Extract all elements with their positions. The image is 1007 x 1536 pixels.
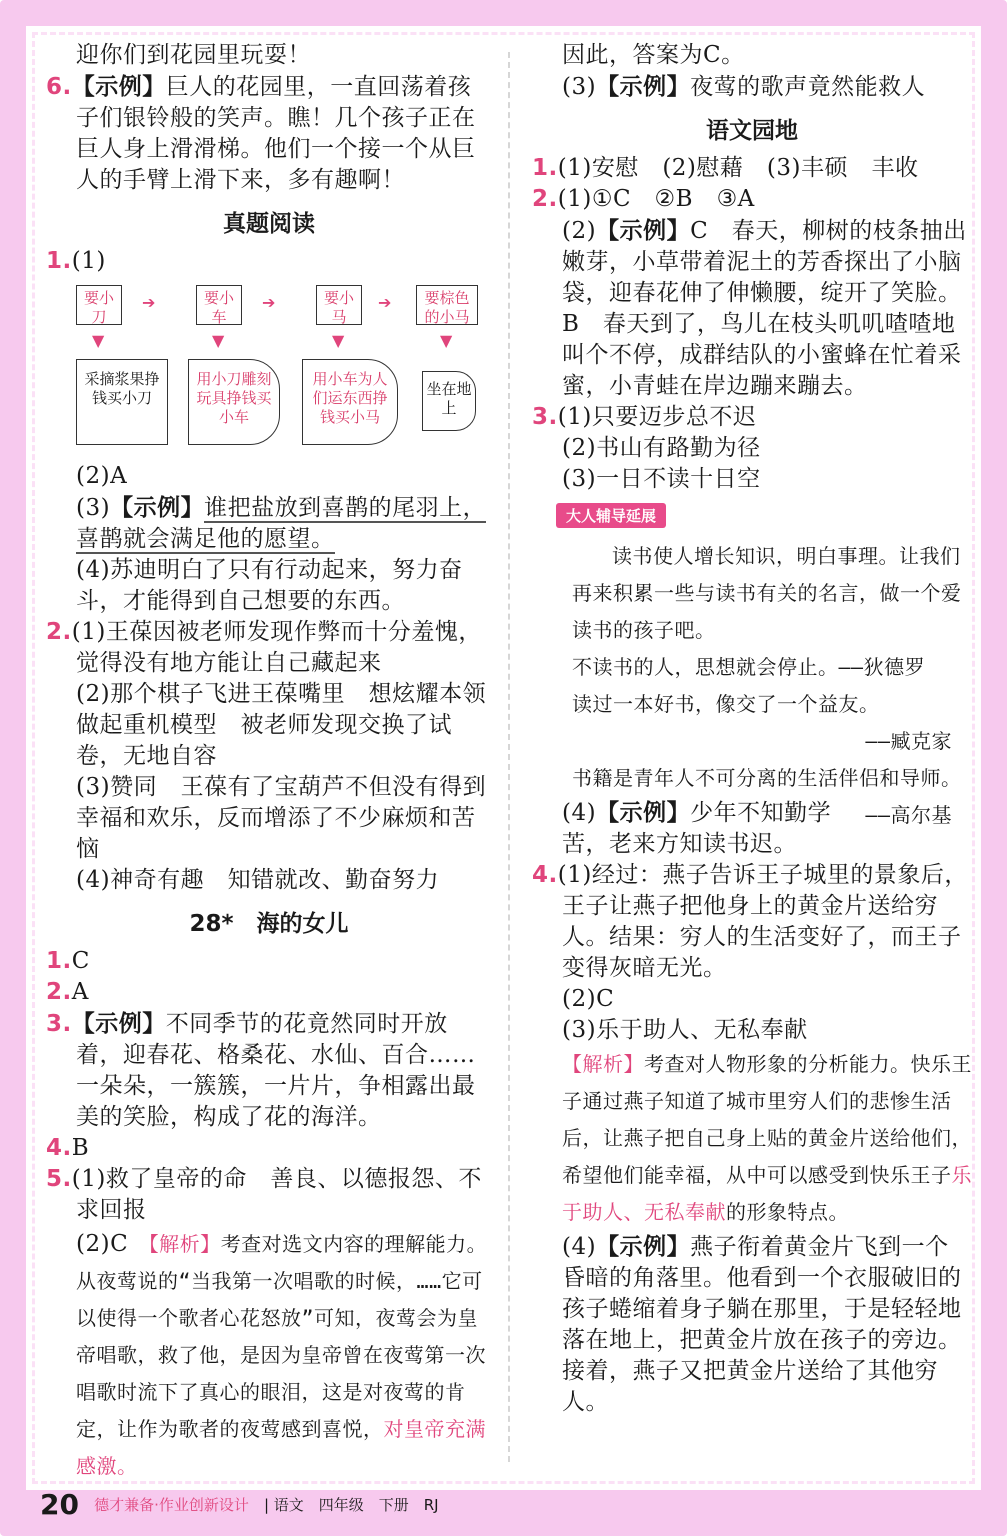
answer-3: 3.【示例】不同季节的花竟然同时开放着，迎春花、格桑花、水仙、百合……一朵朵，一簇簇，一片片，争相露出最美的笑脸，构成了花的海洋。	[46, 1010, 476, 1130]
handwritten-text: 读书使人增长知识，明白事理。让我们再来积累一些与读书有关的名言，做一个爱读书的孩子吧。	[572, 544, 962, 642]
page-number: 20	[40, 1488, 79, 1521]
text-line: (2)C	[562, 986, 615, 1012]
flow-top-3: 要小马	[316, 285, 362, 325]
text-line: (4)神奇有趣 知错就改、勤奋努力	[76, 867, 440, 893]
column-divider	[508, 52, 510, 1462]
handwritten-text: 书籍是青年人不可分离的生活伴侣和导师。 ——高尔基	[572, 766, 952, 827]
flow-top-2: 要小车	[196, 285, 242, 325]
page-footer	[40, 1488, 439, 1521]
section-heading: 28* 海的女儿	[189, 911, 349, 937]
flow-bottom-1: 采摘浆果挣钱买小刀	[76, 359, 168, 445]
text-line: (3)【示例】谁把盐放到喜鹊的尾羽上，喜鹊就会满足他的愿望。	[76, 494, 487, 552]
flow-bottom-3: 用小车为人们运东西挣钱买小马	[302, 359, 398, 445]
text-line: (3)乐于助人、无私奉献	[562, 1017, 808, 1043]
flow-bottom-4: 坐在地上	[422, 371, 476, 431]
arrow-right-icon: ➔	[142, 293, 156, 312]
left-column	[46, 40, 492, 1485]
arrow-right-icon: ➔	[262, 293, 276, 312]
text-line: (4)苏迪明白了只有行动起来，努力奋斗，才能得到自己想要的东西。	[76, 557, 463, 614]
book-info: | 语文 四年级 下册 RJ	[263, 1496, 439, 1514]
text-line: (2)【示例】C 春天，柳树的枝条抽出嫩芽，小草带着泥土的芳香探出了小脑袋，迎春花伸了伸懒腰，绽开了笑脸。	[562, 217, 967, 306]
garden-1: 1.(1)安慰 (2)慰藉 (3)丰硕 丰收	[532, 155, 919, 181]
analysis-note: (2)C 【解析】考查对选文内容的理解能力。从夜莺说的“当我第一次唱歌的时候，……它可以使得一个歌者心花怒放”可知，夜莺会为皇帝唱歌，救了他，是因为皇帝曾在夜莺第一次唱歌时流下了真心的眼泪，这是对夜莺的肯定，让作为歌者的夜莺感到喜悦，对皇帝充满感激。	[76, 1231, 488, 1478]
brand-name: 德才兼备·作业创新设计	[94, 1496, 249, 1514]
extension-box	[532, 538, 972, 827]
text-line: 迎你们到花园里玩耍！	[76, 42, 311, 68]
answer-4: 4.B	[46, 1135, 90, 1161]
text-line: (3)赞同 王葆有了宝葫芦不但没有得到幸福和欢乐，反而增添了不少麻烦和苦恼	[76, 774, 487, 862]
section-heading: 语文园地	[706, 118, 798, 144]
reading-2: 2.(1)王葆因被老师发现作弊而十分羞愧，觉得没有地方能让自己藏起来	[46, 619, 482, 676]
flow-top-4: 要棕色的小马	[416, 285, 478, 325]
garden-2: 2.(1)①C ②B ③A	[532, 186, 755, 212]
arrow-down-icon: ▼	[92, 331, 105, 350]
arrow-down-icon: ▼	[440, 331, 453, 350]
analysis-note: 【解析】考查对人物形象的分析能力。快乐王子通过燕子知道了城市里穷人们的悲惨生活后，让燕子把自己身上贴的黄金片送给他们，希望他们能幸福，从中可以感受到快乐王子乐于助人、无私奉献的形象特点。	[562, 1052, 972, 1224]
extension-badge: 大人辅导延展	[556, 503, 666, 528]
garden-4: 4.(1)经过：燕子告诉王子城里的景象后，王子让燕子把他身上的黄金片送给穷人。结果：穷人的生活变好了，而王子变得灰暗无光。	[532, 862, 968, 981]
flowchart	[76, 285, 492, 455]
garden-3: 3.(1)只要迈步总不迟	[532, 404, 757, 430]
answer-6: 6.【示例】巨人的花园里，一直回荡着孩子们银铃般的笑声。瞧！几个孩子正在巨人身上滑滑梯。他们一个接一个从巨人的手臂上滑下来，多有趣啊！	[46, 73, 476, 193]
handwritten-text: 读过一本好书，像交了一个益友。	[572, 692, 880, 716]
text-line: (2)那个棋子飞进王葆嘴里 想炫耀本领做起重机模型 被老师发现交换了试卷，无地自容	[76, 681, 487, 769]
arrow-down-icon: ▼	[212, 331, 225, 350]
text-line: (2)A	[76, 463, 128, 489]
text-line: B 春天到了，鸟儿在枝头叽叽喳喳地叫个不停，成群结队的小蜜蜂在忙着采蜜，小青蛙在岸边蹦来蹦去。	[562, 311, 962, 399]
text-line: (4)【示例】少年不知勤学苦，老来方知读书迟。	[562, 799, 832, 857]
answer-1: 1.C	[46, 948, 90, 974]
text-line: (4)【示例】燕子衔着黄金片飞到一个昏暗的角落里。他看到一个衣服破旧的孩子蜷缩着身子躺在那里，于是轻轻地落在地上，把黄金片放在孩子的旁边。接着，燕子又把黄金片送给了其他穷人。	[562, 1233, 962, 1415]
section-heading: 真题阅读	[223, 211, 315, 237]
handwritten-text: ——臧克家	[865, 729, 952, 753]
flow-bottom-2: 用小刀雕刻玩具挣钱买小车	[188, 359, 280, 445]
text-line: 因此，答案为C。	[562, 42, 745, 68]
handwritten-text: 不读书的人，思想就会停止。——狄德罗	[572, 655, 926, 679]
answer-2: 2.A	[46, 979, 89, 1005]
text-line: (3)【示例】夜莺的歌声竟然能救人	[562, 73, 926, 100]
right-column	[532, 40, 972, 1418]
flow-top-1: 要小刀	[76, 285, 122, 325]
arrow-down-icon: ▼	[332, 331, 345, 350]
answer-5: 5.(1)救了皇帝的命 善良、以德报怨、不求回报	[46, 1166, 482, 1223]
text-line: (2)书山有路勤为径	[562, 435, 761, 461]
reading-1: 1.(1)	[46, 248, 106, 274]
text-line: (3)一日不读十日空	[562, 466, 761, 492]
arrow-right-icon: ➔	[378, 293, 392, 312]
